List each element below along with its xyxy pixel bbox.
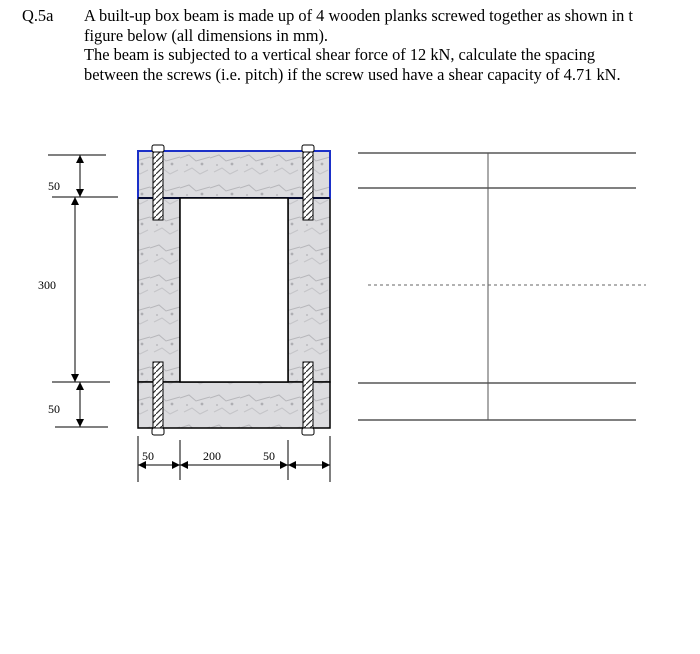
screw-bottom-right [302,362,314,435]
hollow-interior [180,198,288,382]
screw-top-right [302,145,314,220]
vertical-dim-arrows [71,155,84,427]
top-flange-plank-highlighted [138,151,330,198]
planks [138,151,330,428]
dim-interior-width: 200 [203,449,221,463]
beam-side-view [358,153,646,420]
dim-bottom-flange-thickness: 50 [48,402,60,416]
left-web-plank [138,198,180,382]
question-number: Q.5a [22,6,54,25]
dim-web-height: 300 [38,278,56,292]
bottom-flange-plank [138,382,330,428]
screw-bottom-left [152,362,164,435]
right-web-plank [288,198,330,382]
dim-right-web-width: 50 [263,449,275,463]
screw-top-left [152,145,164,220]
question-line-2: figure below (all dimensions in mm). [84,25,328,45]
dim-left-web-width: 50 [142,449,154,463]
vertical-dimensions [48,155,118,427]
question-line-1: A built-up box beam is made up of 4 wooden planks screwed together as shown in t [84,6,633,25]
dim-top-flange-thickness: 50 [48,179,60,193]
box-beam-figure [0,130,700,490]
horizontal-dimensions [138,436,330,482]
question-line-3: The beam is subjected to a vertical shear force of 12 kN, calculate the spacing [84,45,596,64]
question-line-4: between the screws (i.e. pitch) if the screw used have a shear capacity of 4.71 kN. [84,64,621,84]
